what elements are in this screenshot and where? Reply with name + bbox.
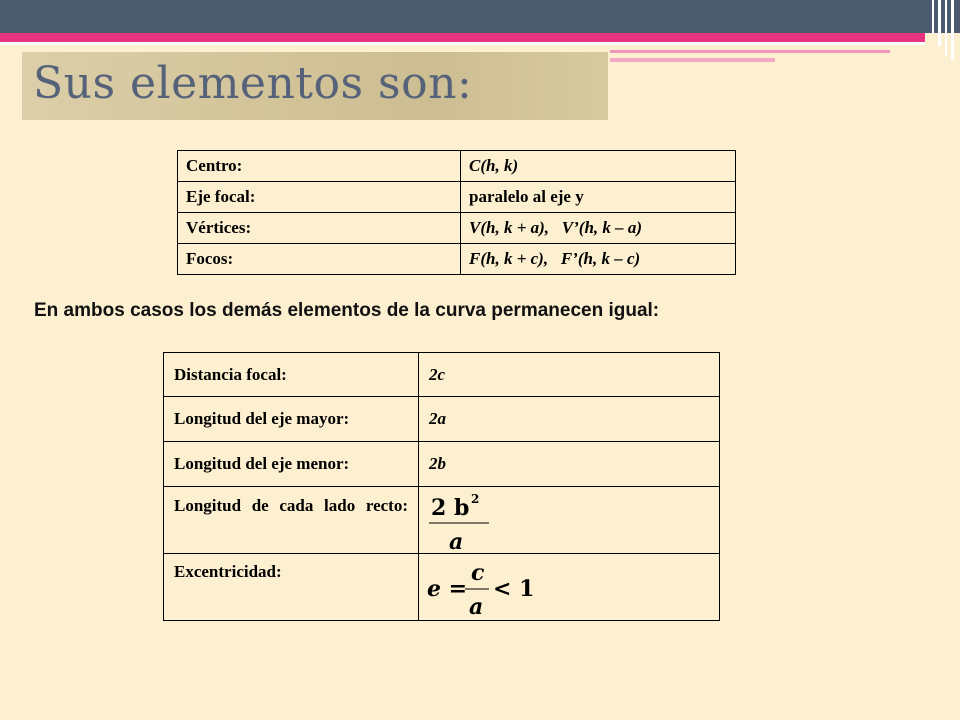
- accent-bar: [0, 33, 925, 42]
- fraction-denominator: a: [469, 594, 484, 620]
- accent-line-short: [610, 58, 775, 62]
- table-label: Excentricidad:: [164, 554, 419, 621]
- accent-gap: [0, 42, 925, 45]
- table-row: [178, 182, 736, 213]
- table-value: [419, 353, 720, 397]
- eccentricity-lhs: e =: [427, 576, 468, 602]
- elements-table: [177, 150, 736, 275]
- fraction-exponent: 2: [471, 492, 480, 506]
- table-row: [178, 213, 736, 244]
- table-value: paralelo al eje y: [461, 182, 736, 213]
- table-label: Focos:: [178, 244, 461, 275]
- table-label: Vértices:: [178, 213, 461, 244]
- table-row: [164, 442, 720, 487]
- latus-rectum-fraction: [427, 489, 507, 553]
- table-label: Distancia focal:: [164, 353, 419, 397]
- fraction-numerator: c: [471, 560, 485, 586]
- table-row: [178, 151, 736, 182]
- table-label: [164, 487, 419, 554]
- common-elements-table: [163, 352, 720, 621]
- accent-line: [610, 50, 890, 53]
- eccentricity-fraction: [425, 556, 535, 620]
- table-label: Centro:: [178, 151, 461, 182]
- focos-value: F(h, k + c), F’(h, k – c): [469, 249, 641, 268]
- minor-axis-value: 2b: [429, 454, 446, 473]
- eccentricity-rhs: < 1: [493, 576, 535, 602]
- major-axis-value: 2a: [429, 409, 446, 428]
- table-value: [419, 397, 720, 442]
- latus-rectum-formula: [419, 487, 720, 554]
- centro-value: C(h, k): [469, 156, 519, 175]
- note-text: En ambos casos los demás elementos de la curva permanecen igual:: [34, 300, 660, 321]
- table-value: [461, 244, 736, 275]
- fraction-numerator: 2 b: [431, 495, 470, 521]
- table-value: [461, 151, 736, 182]
- table-row: [164, 554, 720, 621]
- table-label: Longitud del eje menor:: [164, 442, 419, 487]
- focal-distance-value: 2c: [429, 365, 446, 384]
- latus-rectum-label: Longitud de cada lado recto:: [174, 496, 408, 515]
- eccentricity-formula: [419, 554, 720, 621]
- table-row: [178, 244, 736, 275]
- table-label: Longitud del eje mayor:: [164, 397, 419, 442]
- table-row: [164, 397, 720, 442]
- top-bar: [0, 0, 960, 33]
- table-value: [419, 442, 720, 487]
- table-value: [461, 213, 736, 244]
- page-title: Sus elementos son:: [33, 58, 473, 109]
- table-label: Eje focal:: [178, 182, 461, 213]
- table-row: [164, 487, 720, 554]
- table-row: [164, 353, 720, 397]
- decorative-stripes: [928, 0, 960, 60]
- fraction-denominator: a: [449, 529, 464, 553]
- vertices-value: V(h, k + a), V’(h, k – a): [469, 218, 643, 237]
